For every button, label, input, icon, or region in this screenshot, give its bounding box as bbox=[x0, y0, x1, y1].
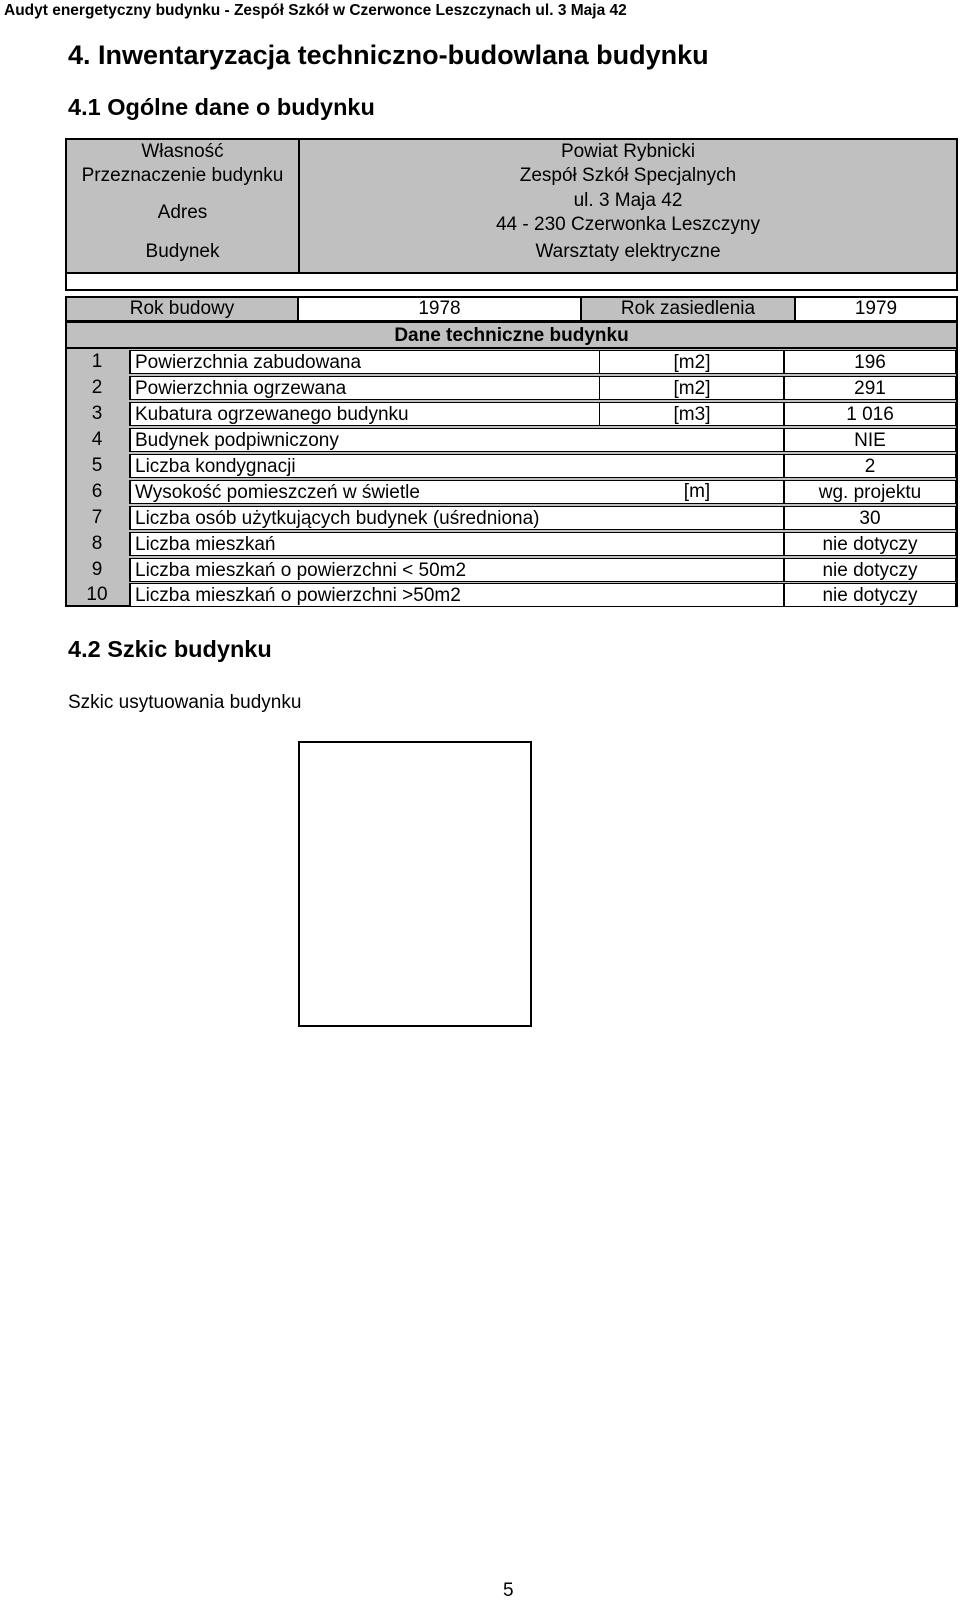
row-value: 1 016 bbox=[783, 402, 956, 426]
running-header: Audyt energetyczny budynku - Zespół Szkół w Czerwonce Leszczynach ul. 3 Maja 42 bbox=[4, 2, 627, 19]
row-number: 3 bbox=[91, 403, 103, 424]
row-description: Liczba mieszkań o powierzchni < 50m2 bbox=[129, 558, 785, 582]
row-number: 10 bbox=[86, 584, 108, 605]
general-data-table bbox=[65, 138, 958, 291]
row-unit: [m2] bbox=[599, 350, 785, 374]
table-row bbox=[67, 479, 956, 505]
row-value: wg. projektu bbox=[783, 480, 956, 504]
row-value: nie dotyczy bbox=[783, 583, 956, 607]
address-line-2: 44 - 230 Czerwonka Leszczyny bbox=[495, 214, 760, 235]
row-number: 9 bbox=[91, 559, 103, 580]
table-row bbox=[67, 505, 956, 531]
row-description: Powierzchnia zabudowana bbox=[129, 350, 601, 374]
row-unit: [m3] bbox=[599, 402, 785, 426]
row-description: Kubatura ogrzewanego budynku bbox=[129, 402, 601, 426]
section-title: 4. Inwentaryzacja techniczno-budowlana budynku bbox=[68, 40, 709, 70]
page-number: 5 bbox=[503, 1580, 514, 1601]
occupancy-year-label: Rok zasiedlenia bbox=[580, 296, 796, 322]
building-label: Budynek bbox=[145, 241, 220, 262]
row-value: 196 bbox=[783, 350, 956, 374]
sketch-caption: Szkic usytuowania budynku bbox=[68, 692, 302, 713]
row-number: 2 bbox=[91, 377, 103, 398]
row-value: nie dotyczy bbox=[783, 558, 956, 582]
purpose-value: Zespół Szkół Specjalnych bbox=[519, 165, 737, 186]
table-row bbox=[67, 453, 956, 479]
build-year-label: Rok budowy bbox=[65, 296, 299, 322]
row-number: 5 bbox=[91, 455, 103, 476]
table-row bbox=[67, 427, 956, 453]
row-unit: [m] bbox=[683, 481, 711, 502]
ownership-label: Własność bbox=[141, 141, 224, 162]
row-number: 6 bbox=[91, 481, 103, 502]
row-value: 2 bbox=[783, 454, 956, 478]
table-row bbox=[67, 349, 956, 375]
build-year-value: 1978 bbox=[297, 296, 582, 322]
row-description: Powierzchnia ogrzewana bbox=[129, 376, 601, 400]
row-value: 30 bbox=[783, 506, 956, 530]
row-number: 7 bbox=[91, 507, 103, 528]
row-description: Liczba mieszkań bbox=[129, 532, 785, 556]
address-line-1: ul. 3 Maja 42 bbox=[573, 190, 683, 211]
row-description: Wysokość pomieszczeń w świetle bbox=[129, 480, 785, 504]
table-row bbox=[67, 401, 956, 427]
table-row bbox=[67, 582, 956, 608]
subsection-general-title: 4.1 Ogólne dane o budynku bbox=[68, 94, 375, 120]
row-description: Liczba mieszkań o powierzchni >50m2 bbox=[129, 583, 785, 607]
purpose-label: Przeznaczenie budynku bbox=[81, 165, 284, 186]
row-description: Liczba kondygnacji bbox=[129, 454, 785, 478]
general-data-spacer-row bbox=[67, 272, 956, 289]
table-row bbox=[67, 375, 956, 401]
row-number: 4 bbox=[91, 429, 103, 450]
technical-data-table bbox=[65, 321, 958, 607]
building-value: Warsztaty elektryczne bbox=[535, 241, 721, 262]
row-description: Budynek podpiwniczony bbox=[129, 428, 785, 452]
row-unit: [m2] bbox=[599, 376, 785, 400]
ownership-value: Powiat Rybnicki bbox=[560, 141, 696, 162]
table-row bbox=[67, 557, 956, 583]
building-sketch-frame bbox=[298, 741, 532, 1027]
row-description: Liczba osób użytkujących budynek (uśredniona) bbox=[129, 506, 785, 530]
row-number: 8 bbox=[91, 533, 103, 554]
row-value: nie dotyczy bbox=[783, 532, 956, 556]
subsection-sketch-title: 4.2 Szkic budynku bbox=[68, 636, 272, 662]
table-row bbox=[67, 531, 956, 557]
row-value: NIE bbox=[783, 428, 956, 452]
occupancy-year-value: 1979 bbox=[794, 296, 958, 322]
row-value: 291 bbox=[783, 376, 956, 400]
technical-data-title: Dane techniczne budynku bbox=[67, 323, 956, 349]
address-label: Adres bbox=[157, 202, 208, 223]
row-number: 1 bbox=[91, 351, 103, 372]
